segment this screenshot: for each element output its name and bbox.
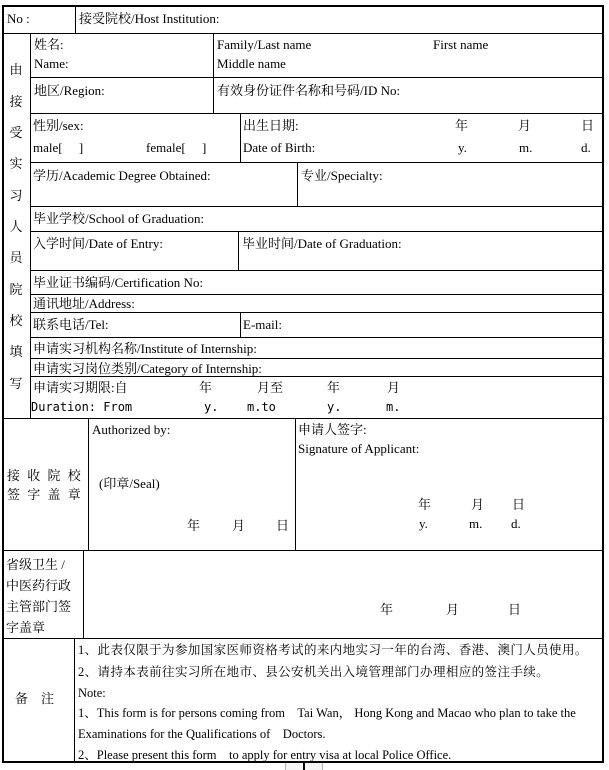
grid-line (2, 638, 604, 639)
note-line: 2、Please present this form to apply for entry visa at local Police Office. (78, 748, 452, 762)
authorized-by-label: Authorized by: (92, 422, 171, 437)
grid-line (213, 33, 214, 113)
side-char: 受 (9, 124, 23, 140)
authorized-day-label: 日 (276, 518, 290, 533)
grid-line (2, 418, 604, 419)
grid-line (30, 33, 31, 418)
applicant-signature-label-zh: 申请人签字: (298, 422, 367, 437)
side-char: 员 (9, 250, 23, 266)
note-line: 1、This form is for persons coming from Tai Wan， Hong Kong and Macao who plan to take the (78, 706, 576, 720)
grid-line (30, 206, 604, 207)
dob-day-en: d. (581, 140, 591, 155)
dob-month-zh: 月 (518, 118, 532, 133)
provincial-label-line2: 中医药行政 (6, 578, 72, 593)
applicant-day-zh: 日 (512, 497, 526, 512)
side-char: 接 (9, 93, 23, 109)
applicant-year-zh: 年 (418, 497, 432, 512)
grid-line (238, 231, 239, 270)
family-name-label: Family/Last name (217, 37, 312, 52)
dob-month-en: m. (519, 140, 533, 155)
institute-of-internship-label: 申请实习机构名称/Institute of Internship: (33, 341, 257, 356)
provincial-month-label: 月 (446, 602, 460, 617)
duration-m1-zh: 月至 (257, 380, 284, 395)
specialty-label: 专业/Specialty: (301, 168, 383, 183)
address-label: 通讯地址/Address: (33, 296, 135, 311)
host-institution-label: 接受院校/Host Institution: (79, 11, 220, 26)
grid-line (602, 5, 604, 763)
host-signature-label-line1: 接 收 院 校 (7, 468, 83, 483)
side-char: 由 (9, 62, 23, 78)
applicant-year-en: y. (419, 516, 428, 531)
category-of-internship-label: 申请实习岗位类别/Category of Internship: (33, 361, 262, 376)
grid-line (240, 312, 241, 337)
degree-label: 学历/Academic Degree Obtained: (33, 168, 211, 183)
grid-line (74, 638, 75, 763)
note-line: Note: (78, 686, 106, 700)
side-char: 实 (9, 156, 23, 172)
provincial-label-line4: 字盖章 (6, 620, 46, 635)
date-of-entry-label: 入学时间/Date of Entry: (33, 236, 163, 251)
id-no-label: 有效身份证件名称和号码/ID No: (217, 83, 401, 98)
filled-by-institution-side-label (2, 33, 30, 418)
provincial-label-line1: 省级卫生 / (6, 557, 65, 572)
duration-m1-en: m.to (247, 400, 276, 414)
grid-line (75, 5, 76, 33)
side-char: 校 (9, 312, 23, 328)
applicant-month-en: m. (469, 516, 483, 531)
duration-y2-zh: 年 (327, 380, 341, 395)
side-char: 人 (9, 218, 23, 234)
certification-no-label: 毕业证书编码/Certification No: (33, 275, 204, 290)
authorized-year-label: 年 (187, 518, 201, 533)
duration-m2-zh: 月 (387, 380, 401, 395)
side-char: 院 (9, 281, 23, 297)
note-line: 1、此表仅限于为参加国家医师资格考试的来内地实习一年的台湾、香港、澳门人员使用。 (78, 643, 588, 657)
applicant-day-en: d. (511, 516, 521, 531)
note-line: Examinations for the Qualifications of Doctors. (78, 727, 326, 741)
provincial-year-label: 年 (380, 602, 394, 617)
form-no-label: No : (7, 11, 30, 26)
tel-label: 联系电话/Tel: (33, 317, 109, 332)
authorized-month-label: 月 (232, 518, 246, 533)
duration-label-en: Duration: From (31, 400, 133, 414)
grid-line (88, 418, 89, 550)
dob-year-zh: 年 (455, 118, 469, 133)
grid-line (30, 231, 604, 232)
duration-m2-en: m. (386, 400, 401, 414)
duration-y1-zh: 年 (199, 380, 213, 395)
applicant-month-zh: 月 (471, 497, 485, 512)
school-label: 毕业学校/School of Graduation: (33, 211, 205, 226)
sex-label: 性别/sex: (33, 118, 84, 133)
host-signature-label-line2: 签 字 盖 章 (7, 487, 83, 502)
grid-line (2, 5, 604, 7)
grid-line (240, 113, 241, 162)
grid-line (83, 550, 84, 638)
side-char: 习 (9, 187, 23, 203)
notes-label: 备 注 (15, 691, 55, 706)
grid-line (297, 162, 298, 206)
dob-label-en: Date of Birth: (243, 140, 316, 155)
grid-line (30, 77, 604, 78)
note-line: 2、请持本表前往实习所在地市、县公安机关出入境管理部门办理相应的签注手续。 (78, 665, 550, 679)
grid-line (30, 113, 604, 114)
page-break-cursor (303, 763, 305, 770)
dob-day-zh: 日 (581, 118, 595, 133)
dob-year-en: y. (458, 140, 467, 155)
date-of-graduation-label: 毕业时间/Date of Graduation: (242, 236, 402, 251)
duration-y1-en: y. (204, 400, 219, 414)
duration-label-zh: 申请实习期限:自 (33, 380, 128, 395)
region-label: 地区/Region: (34, 83, 105, 98)
grid-line (2, 550, 604, 551)
grid-line (30, 358, 604, 359)
grid-line (295, 418, 296, 550)
grid-line (30, 337, 604, 338)
side-char: 写 (9, 375, 23, 391)
name-label-zh: 姓名: (34, 37, 64, 52)
grid-line (30, 312, 604, 313)
duration-y2-en: y. (327, 400, 342, 414)
grid-line (30, 162, 604, 163)
name-label-en: Name: (34, 56, 69, 71)
first-name-label: First name (433, 37, 489, 52)
side-char: 填 (9, 344, 23, 360)
seal-label: (印章/Seal) (99, 476, 160, 491)
grid-line (2, 33, 604, 34)
provincial-label-line3: 主管部门签 (6, 599, 72, 614)
female-checkbox[interactable]: female[ ] (146, 140, 207, 155)
email-label: E-mail: (243, 317, 282, 332)
grid-line (30, 294, 604, 295)
middle-name-label: Middle name (217, 56, 286, 71)
provincial-day-label: 日 (508, 602, 522, 617)
grid-line (30, 270, 604, 271)
male-checkbox[interactable]: male[ ] (33, 140, 84, 155)
applicant-signature-label-en: Signature of Applicant: (298, 441, 420, 456)
dob-label-zh: 出生日期: (243, 118, 299, 133)
